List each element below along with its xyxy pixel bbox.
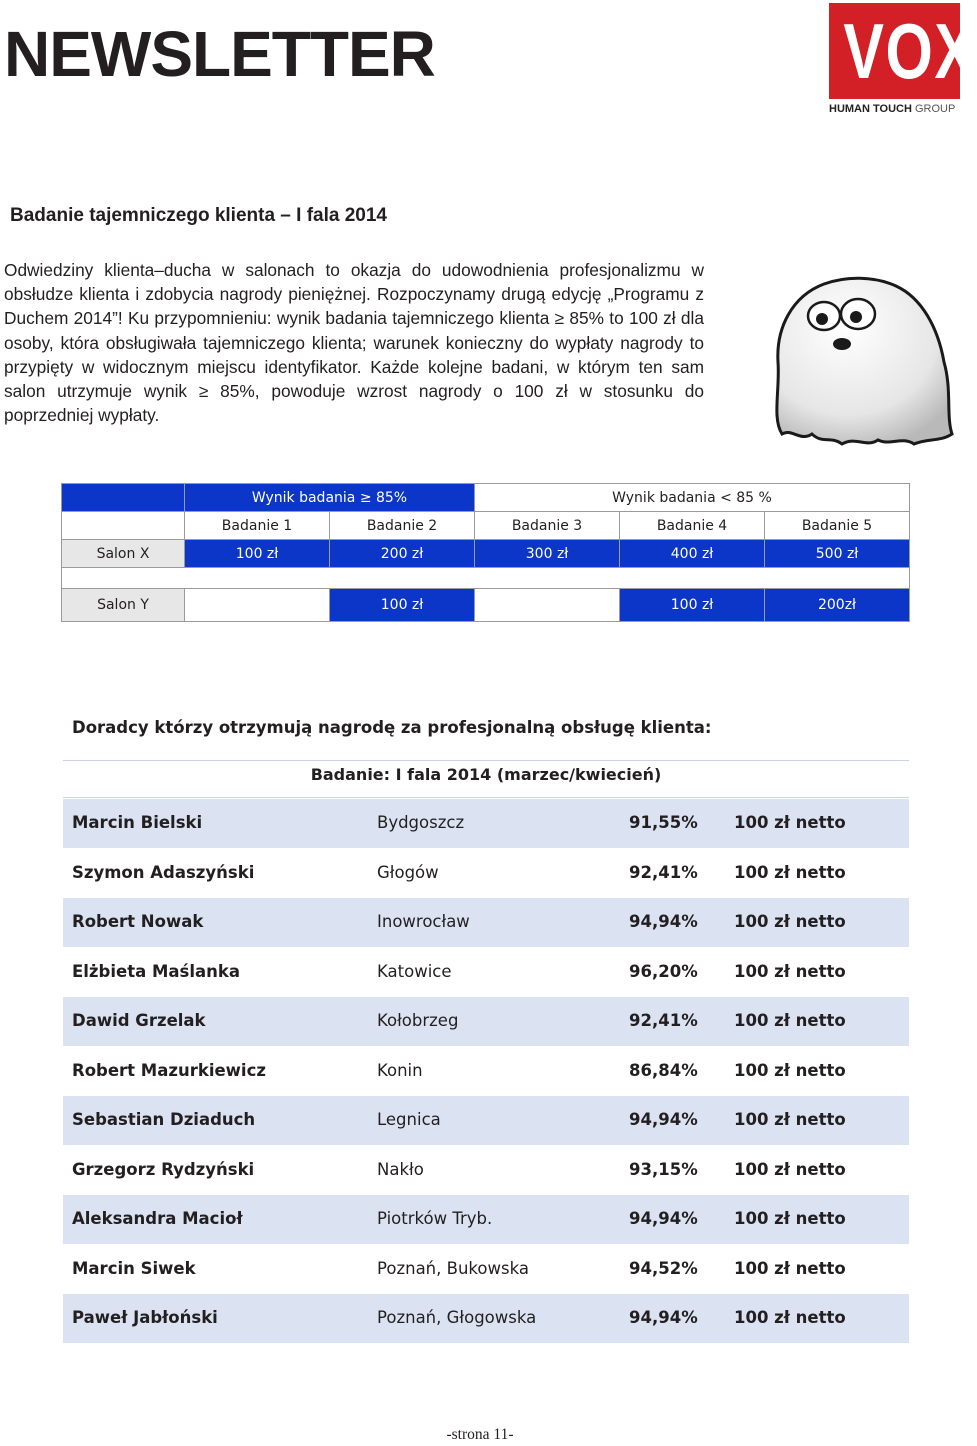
column-header: Badanie 1 — [185, 512, 330, 540]
winner-name: Szymon Adaszyński — [72, 862, 255, 882]
value-cell — [475, 589, 620, 622]
table-row — [63, 1244, 909, 1294]
table-row — [63, 1046, 909, 1096]
empty-corner-cell — [62, 484, 185, 512]
salon-y-row — [62, 589, 910, 622]
value-cell: 300 zł — [475, 540, 620, 568]
winner-city: Nakło — [377, 1159, 424, 1179]
winner-name: Aleksandra Macioł — [72, 1209, 243, 1228]
winner-city: Konin — [377, 1060, 423, 1080]
winner-award: 100 zł netto — [734, 1308, 846, 1327]
winner-name: Robert Mazurkiewicz — [72, 1060, 266, 1080]
salon-x-row — [62, 540, 910, 568]
winner-score: 94,94% — [629, 912, 698, 931]
winner-city: Poznań, Głogowska — [377, 1308, 537, 1327]
header-lt85: Wynik badania < 85 % — [475, 484, 910, 512]
table-row — [63, 1293, 909, 1343]
winner-name: Dawid Grzelak — [72, 1011, 206, 1030]
winner-score: 94,94% — [629, 1209, 698, 1228]
winner-award: 100 zł netto — [734, 1060, 846, 1080]
results-columns-row — [62, 512, 910, 540]
value-cell: 500 zł — [765, 540, 910, 568]
table-row — [63, 897, 909, 947]
winner-award: 100 zł netto — [734, 1258, 846, 1278]
winner-award: 100 zł netto — [734, 1011, 846, 1030]
winner-score: 92,41% — [629, 1011, 698, 1030]
header-ge85: Wynik badania ≥ 85% — [185, 484, 475, 512]
winners-table-body — [63, 798, 909, 1343]
ghost-illustration — [762, 258, 958, 454]
winner-score: 91,55% — [629, 813, 698, 832]
results-header-row — [62, 484, 910, 512]
winner-award: 100 zł netto — [734, 813, 846, 832]
winner-city: Piotrków Tryb. — [377, 1209, 493, 1228]
winner-city: Katowice — [377, 961, 452, 981]
table-row — [63, 848, 909, 898]
winner-city: Poznań, Bukowska — [377, 1258, 529, 1278]
table-row — [63, 996, 909, 1046]
winner-score: 94,52% — [629, 1258, 698, 1278]
article-subtitle: Badanie tajemniczego klienta – I fala 2014 — [10, 205, 387, 226]
winner-city: Legnica — [377, 1110, 441, 1129]
winner-score: 94,94% — [629, 1110, 698, 1129]
results-table — [61, 483, 910, 622]
winner-award: 100 zł netto — [734, 1159, 846, 1179]
table-row — [63, 947, 909, 997]
value-cell: 100 zł — [185, 540, 330, 568]
winner-name: Paweł Jabłoński — [72, 1308, 218, 1327]
table-row — [63, 1145, 909, 1195]
table-row — [63, 1194, 909, 1244]
winner-award: 100 zł netto — [734, 912, 846, 931]
winners-table-header: Badanie: I fala 2014 (marzec/kwiecień) — [63, 760, 909, 798]
value-cell: 200zł — [765, 589, 910, 622]
logo-wordmark: VOX — [843, 7, 977, 95]
spacer-row — [62, 568, 910, 589]
column-header: Badanie 2 — [330, 512, 475, 540]
winner-score: 86,84% — [629, 1060, 698, 1080]
winner-name: Grzegorz Rydzyński — [72, 1159, 255, 1179]
row-label: Salon Y — [62, 589, 185, 622]
value-cell — [185, 589, 330, 622]
winner-award: 100 zł netto — [734, 1110, 846, 1129]
value-cell: 100 zł — [330, 589, 475, 622]
row-label: Salon X — [62, 540, 185, 568]
vox-logo — [829, 3, 977, 115]
winner-award: 100 zł netto — [734, 1209, 846, 1228]
winner-award: 100 zł netto — [734, 862, 846, 882]
winner-score: 94,94% — [629, 1308, 698, 1327]
winner-score: 92,41% — [629, 862, 698, 882]
winner-name: Marcin Siwek — [72, 1258, 196, 1278]
winner-name: Marcin Bielski — [72, 813, 203, 832]
column-header: Badanie 3 — [475, 512, 620, 540]
winner-name: Sebastian Dziaduch — [72, 1110, 256, 1129]
winner-city: Bydgoszcz — [377, 813, 465, 832]
value-cell: 200 zł — [330, 540, 475, 568]
spacer-cell — [62, 568, 910, 589]
empty-cell — [62, 512, 185, 540]
winner-score: 93,15% — [629, 1159, 698, 1179]
winner-city: Inowrocław — [377, 912, 470, 931]
winner-city: Głogów — [377, 862, 439, 882]
intro-paragraph: Odwiedziny klienta–ducha w salonach to okazja do udowodnienia profesjonalizmu w obsłudze klienta i zdobycia nagrody pieniężnej. Rozpoczynamy drugą edycję „Programu z Duchem 2014”! Ku przypomnieniu: wynik badania tajemniczego klienta ≥ 85% to 100 zł dla osoby, która obsługiwała tajemniczego klienta; warunek konieczny do wypłaty nagrody to przypięty w widocznym miejscu identyfikator. Każde kolejne badani, w którym ten sam salon utrzymuje wynik ≥ 85%, powoduje wzrost nagrody o 100 zł w stosunku do poprzedniej wypłaty. — [4, 260, 704, 426]
winner-city: Kołobrzeg — [377, 1011, 459, 1030]
intro-text — [4, 258, 704, 427]
winner-name: Elżbieta Maślanka — [72, 961, 240, 981]
table-row — [63, 798, 909, 848]
winners-heading: Doradcy którzy otrzymują nagrodę za profesjonalną obsługę klienta: — [72, 718, 712, 737]
value-cell: 400 zł — [620, 540, 765, 568]
logo-tagline: HUMAN TOUCH GROUP — [829, 103, 956, 115]
column-header: Badanie 5 — [765, 512, 910, 540]
table-row — [63, 1095, 909, 1145]
winner-name: Robert Nowak — [72, 912, 204, 931]
winner-score: 96,20% — [629, 961, 698, 981]
winners-table — [63, 760, 909, 1343]
page-title: NEWSLETTER — [4, 18, 435, 90]
page-number: -strona 11- — [446, 1426, 514, 1443]
winner-award: 100 zł netto — [734, 961, 846, 981]
value-cell: 100 zł — [620, 589, 765, 622]
column-header: Badanie 4 — [620, 512, 765, 540]
